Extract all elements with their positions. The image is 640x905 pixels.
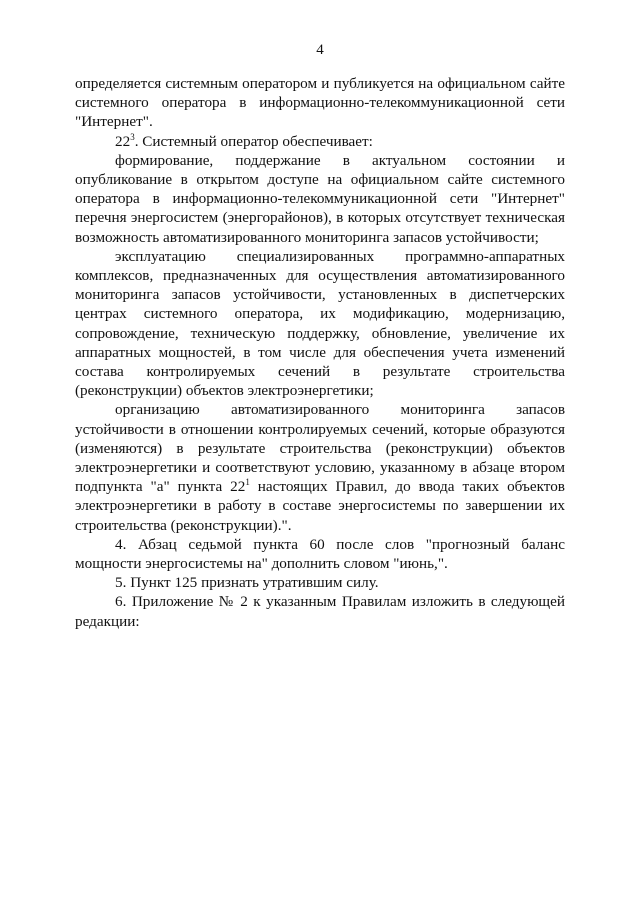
paragraph-7: 5. Пункт 125 признать утратившим силу.	[115, 574, 379, 592]
reference-superscript: 1	[245, 477, 250, 488]
paragraph-5-text-b: настоящих Правил, до ввода таких объектов электроэнергетики в работу в составе энергосистемы по завершении их строительства (реконструкции).".	[75, 478, 565, 534]
paragraph-2-text: . Системный оператор обеспечивает:	[134, 132, 373, 150]
paragraph-6: 4. Абзац седьмой пункта 60 после слов "прогнозный баланс мощности энергосистемы на" дополнить словом "июнь,".	[75, 535, 565, 573]
paragraph-5	[75, 400, 565, 534]
clause-superscript: 3	[130, 131, 135, 142]
document-body	[75, 74, 565, 631]
page-number: 4	[316, 42, 324, 58]
paragraph-2	[75, 132, 565, 151]
paragraph-8: 6. Приложение № 2 к указанным Правилам изложить в следующей редакции:	[75, 593, 565, 630]
paragraph-4: эксплуатацию специализированных программно-аппаратных комплексов, предназначенных для осуществления автоматизированного мониторинга запасов устойчивости, установленных в диспетчерских центрах системного оператора, их модификацию, модернизацию, сопровождение, техническую поддержку, обновление, увеличение их аппаратных мощностей, в том числе для обеспечения учета изменений состава контролируемых сечений в результате строительства (реконструкции) объектов электроэнергетики;	[75, 247, 565, 400]
paragraph-3: формирование, поддержание в актуальном состоянии и опубликование в открытом доступе на официальном сайте системного оператора в информационно-телекоммуникационной сети "Интернет" перечня энергосистем (энергорайонов), в которых отсутствует техническая возможность автоматизированного мониторинга запасов устойчивости;	[75, 151, 565, 246]
paragraph-1: определяется системным оператором и публикуется на официальном сайте системного оператора в информационно-телекоммуникационной сети "Интернет".	[75, 75, 565, 131]
clause-number: 22	[115, 132, 131, 150]
paragraph-5-text-a: организацию автоматизированного мониторинга запасов устойчивости в отношении контролируемых сечений, которые образуются (изменяются) в результате строительства (реконструкции) объектов электроэнергетики и соответствуют условию, указанному в абзаце втором подпункта "а" пункта 22	[75, 401, 565, 496]
